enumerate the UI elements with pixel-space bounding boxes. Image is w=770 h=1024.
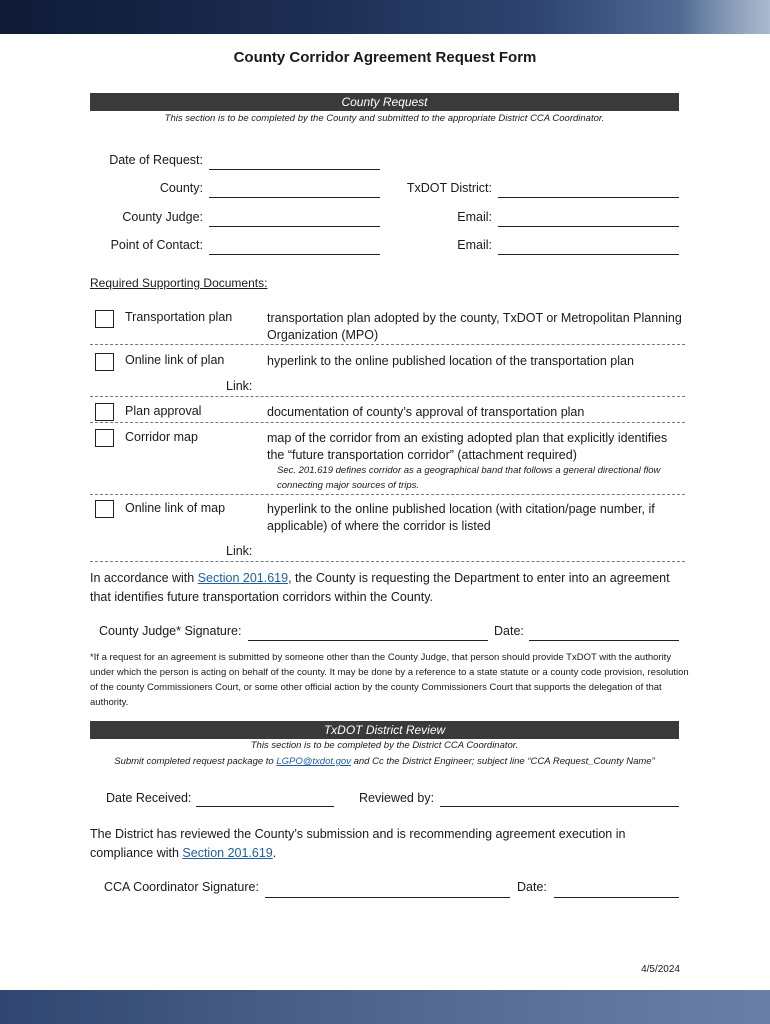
agreement-paragraph — [90, 569, 690, 607]
county-judge-label: County Judge: — [122, 210, 203, 224]
footer-date: 4/5/2024 — [641, 964, 680, 975]
divider — [90, 422, 685, 423]
reviewed-by-field[interactable] — [440, 806, 679, 807]
plan-link-label: Link: — [226, 379, 253, 393]
doc-name: Online link of plan — [125, 353, 225, 367]
footer-banner — [0, 990, 770, 1024]
section-201-619-link-2[interactable]: Section 201.619 — [182, 846, 273, 860]
divider — [90, 494, 685, 495]
county-label: County: — [159, 181, 203, 195]
submission-prefix: Submit completed request package to — [114, 756, 277, 767]
district-review-header: TxDOT District Review — [90, 721, 679, 739]
doc-description: transportation plan adopted by the county, TxDOT or Metropolitan Planning Organization (MPO) — [267, 311, 682, 342]
review-suffix: . — [272, 846, 277, 860]
cca-coordinator-signature-field[interactable] — [265, 897, 510, 898]
date-received-field[interactable] — [196, 806, 334, 807]
coordinator-date-label: Date: — [517, 880, 547, 894]
county-judge-signature-field[interactable] — [248, 640, 488, 641]
point-of-contact-field[interactable] — [209, 254, 380, 255]
contact-email-label: Email: — [457, 238, 492, 252]
reviewed-by-label: Reviewed by: — [359, 791, 435, 805]
doc-name: Online link of map — [125, 501, 226, 515]
doc-description: map of the corridor from an existing adopted plan that explicitly identifies the “future transportation corridor” (attachment required) — [267, 431, 668, 462]
transportation-plan-checkbox[interactable] — [95, 310, 114, 328]
lgpo-email-link[interactable]: LGPO@txdot.gov — [276, 756, 351, 767]
corridor-map-checkbox[interactable] — [95, 429, 114, 447]
county-judge-signature-label: County Judge* Signature: — [99, 624, 242, 638]
agreement-suffix: , the County is requesting the Department to enter into an agreement that identifies future transportation corridors within the County. — [90, 571, 670, 604]
judge-email-field[interactable] — [498, 226, 679, 227]
doc-description: hyperlink to the online published location of the transportation plan — [267, 354, 634, 368]
plan-link-field[interactable] — [90, 396, 685, 397]
txdot-district-field[interactable] — [498, 197, 679, 198]
doc-name: Transportation plan — [125, 310, 233, 324]
submission-suffix: and Cc the District Engineer; subject line “CCA Request_County Name” — [350, 756, 655, 767]
district-review-paragraph — [90, 825, 690, 863]
header-banner — [0, 0, 770, 34]
submission-instructions — [90, 756, 679, 767]
county-field[interactable] — [209, 197, 380, 198]
coordinator-date-field[interactable] — [554, 897, 679, 898]
corridor-definition-note: Sec. 201.619 defines corridor as a geographical band that follows a general directional flow connecting major sources of trips. — [277, 465, 661, 491]
doc-description: hyperlink to the online published location (with citation/page number, if applicable) of where the corridor is listed — [267, 502, 655, 533]
signature-date-field[interactable] — [529, 640, 679, 641]
map-link-field[interactable] — [90, 561, 685, 562]
date-received-label: Date Received: — [106, 791, 192, 805]
date-of-request-label: Date of Request: — [109, 153, 203, 167]
agreement-prefix: In accordance with — [90, 571, 198, 585]
date-of-request-field[interactable] — [209, 169, 380, 170]
doc-name: Corridor map — [125, 430, 198, 444]
online-link-of-map-checkbox[interactable] — [95, 500, 114, 518]
county-judge-field[interactable] — [209, 226, 380, 227]
county-request-header: County Request — [90, 93, 679, 111]
section-201-619-link[interactable]: Section 201.619 — [197, 571, 289, 585]
page-title: County Corridor Agreement Request Form — [233, 49, 537, 66]
doc-name: Plan approval — [125, 404, 202, 418]
supporting-documents-heading: Required Supporting Documents: — [90, 276, 268, 290]
authority-footnote: *If a request for an agreement is submitted by someone other than the County Judge, that person should provide TxDOT with the authority under which the person is acting on behalf of the county. It may be done by a reference to a state statute or a county code provision, resolution of the county Commissioners Court, or some other official action by the county Commissioners Court that supports the delegation of that authority. — [90, 652, 689, 708]
review-prefix: The District has reviewed the County’s submission and is recommending agreement execution in compliance with — [90, 827, 626, 860]
point-of-contact-label: Point of Contact: — [110, 238, 203, 252]
contact-email-field[interactable] — [498, 254, 679, 255]
online-link-of-plan-checkbox[interactable] — [95, 353, 114, 371]
district-review-note: This section is to be completed by the District CCA Coordinator. — [250, 740, 519, 751]
county-request-note: This section is to be completed by the County and submitted to the appropriate District CCA Coordinator. — [164, 113, 605, 124]
judge-email-label: Email: — [457, 210, 492, 224]
cca-coordinator-signature-label: CCA Coordinator Signature: — [104, 880, 259, 894]
plan-approval-checkbox[interactable] — [95, 403, 114, 421]
signature-date-label: Date: — [494, 624, 524, 638]
doc-description: documentation of county’s approval of transportation plan — [267, 405, 585, 419]
divider — [90, 344, 685, 345]
map-link-label: Link: — [226, 544, 253, 558]
txdot-district-label: TxDOT District: — [406, 181, 492, 195]
